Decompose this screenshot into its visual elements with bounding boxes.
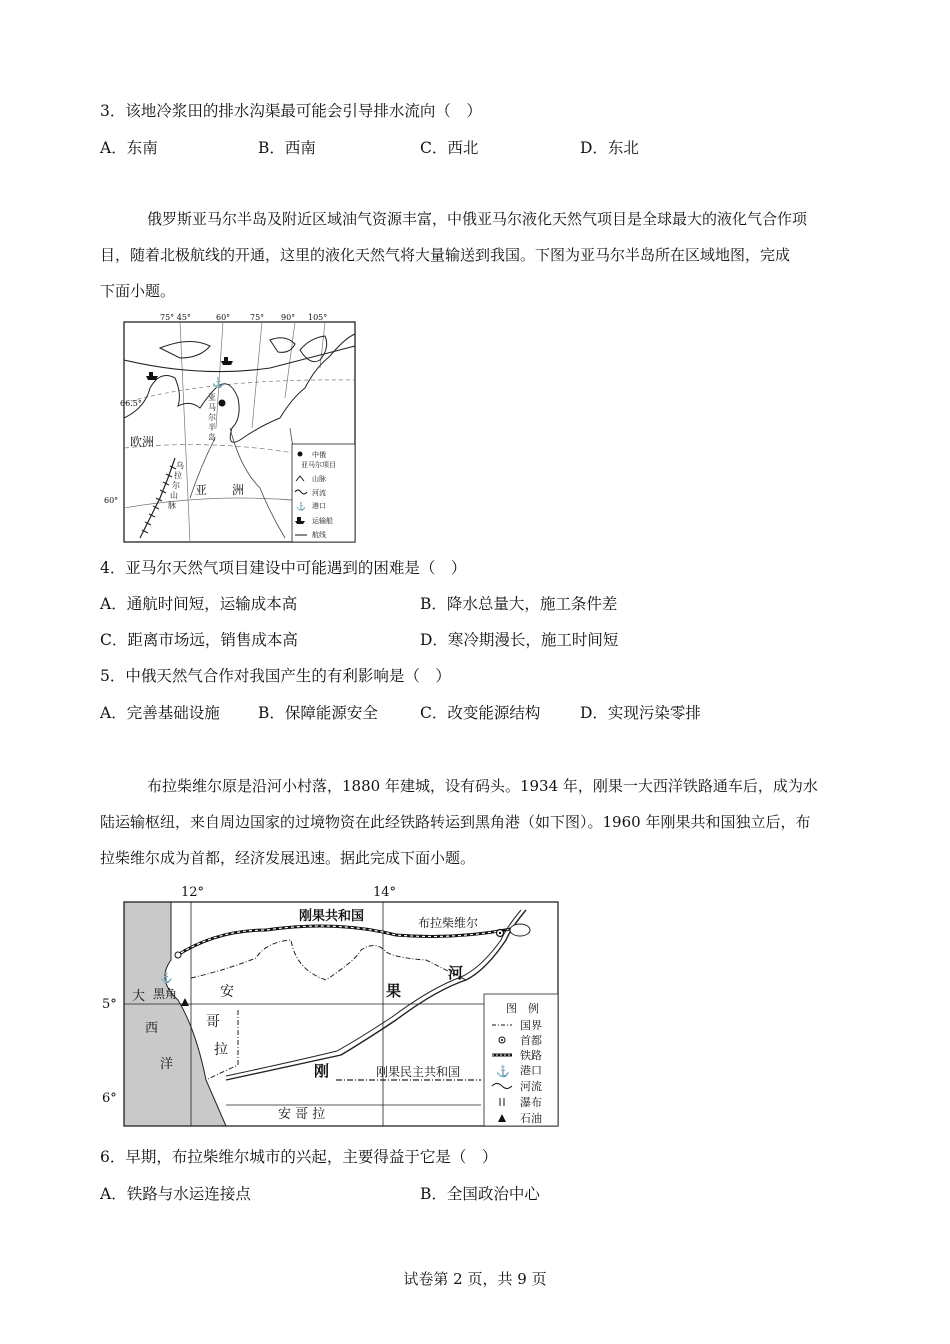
- map1-legend-item: 运输船: [312, 517, 333, 525]
- yamal-map-svg: [104, 308, 360, 546]
- map1-peninsula-char: 亚: [208, 393, 216, 402]
- map2-legend-item: 首都: [520, 1034, 542, 1047]
- map2-lon-label: 14°: [373, 885, 397, 900]
- q4-option-a[interactable]: A．通航时间短，运输成本高: [100, 595, 298, 613]
- congo-map-svg: [96, 880, 566, 1130]
- map1-region-asia-2: 洲: [232, 483, 245, 497]
- q4-option-d[interactable]: D．寒冷期漫长，施工时间短: [420, 631, 619, 649]
- map1-peninsula-char: 尔: [208, 413, 216, 422]
- map1-lon-label: 75°: [250, 313, 265, 322]
- map2-lat-label: 6°: [102, 1091, 117, 1106]
- map1-legend-item: 航线: [312, 531, 326, 539]
- map2-ocean-char: 洋: [160, 1057, 174, 1072]
- map1-mountain-char: 脉: [168, 501, 176, 510]
- map1-legend-item: 河流: [312, 489, 326, 497]
- question-5-stem: 5．中俄天然气合作对我国产生的有利影响是（ ）: [100, 667, 451, 685]
- map2-label-dr-congo: 刚果民主共和国: [376, 1065, 461, 1079]
- map1-peninsula-char: 岛: [208, 433, 216, 442]
- passage3-line2: 陆运输枢纽，来自周边国家的过境物资在此经铁路转运到黑角港（如下图）。1960 年刚果共和国独立后，布: [100, 813, 811, 831]
- map2-legend-item: 铁路: [520, 1049, 542, 1062]
- q5-option-d[interactable]: D．实现污染零排: [580, 704, 701, 722]
- svg-text:⚓: ⚓: [160, 973, 173, 984]
- map1-lon-label: 105°: [308, 313, 328, 322]
- map1-legend-item: 中俄: [312, 451, 326, 459]
- passage3-line1: 布拉柴维尔原是沿河小村落，1880 年建城，设有码头。1934 年，刚果一大西洋铁路通车后，成为水: [147, 777, 818, 795]
- map2-label-brazzaville: 布拉柴维尔: [418, 916, 479, 930]
- map2-label-angola-south: 安 哥 拉: [278, 1107, 326, 1122]
- map1-mountain-char: 山: [170, 491, 178, 500]
- map1-lat-label: 66.5°: [120, 399, 142, 408]
- q4-option-c[interactable]: C．距离市场远，销售成本高: [100, 631, 298, 649]
- q5-option-c[interactable]: C．改变能源结构: [420, 704, 541, 722]
- question-3-stem: 3．该地冷浆田的排水沟渠最可能会引导排水流向（ ）: [100, 102, 482, 120]
- q6-option-a[interactable]: A．铁路与水运连接点: [100, 1185, 251, 1203]
- q3-option-c[interactable]: C．西北: [420, 139, 479, 157]
- q5-option-a[interactable]: A．完善基础设施: [100, 704, 220, 722]
- map2-river-char: 果: [386, 982, 402, 1000]
- map2-lat-label: 5°: [102, 997, 117, 1012]
- map1-legend-item: 山脉: [312, 475, 326, 483]
- map1-mountain-char: 尔: [172, 481, 180, 490]
- passage2-line1: 俄罗斯亚马尔半岛及附近区域油气资源丰富，中俄亚马尔液化天然气项目是全球最大的液化气合作项: [147, 210, 808, 228]
- map2-label-rep-congo: 刚果共和国: [299, 909, 365, 924]
- passage2-line3: 下面小题。: [100, 282, 176, 300]
- map1-legend-item: 亚马尔项目: [301, 461, 336, 469]
- svg-text:⚓: ⚓: [296, 502, 306, 511]
- map2-river-char: 刚: [314, 1062, 330, 1080]
- congo-railway-map: [96, 880, 566, 1130]
- map1-lon-label: 75° 45°: [160, 313, 191, 322]
- q6-option-b[interactable]: B．全国政治中心: [420, 1185, 540, 1203]
- passage2-line2: 目，随着北极航线的开通，这里的液化天然气将大量输送到我国。下图为亚马尔半岛所在区域地图，完成: [100, 246, 791, 264]
- page-footer: 试卷第 2 页，共 9 页: [403, 1270, 547, 1288]
- map2-angola-char: 拉: [214, 1042, 228, 1058]
- map2-lon-label: 12°: [181, 885, 205, 900]
- map2-legend-item: 国界: [520, 1019, 542, 1032]
- map2-legend-item: 港口: [520, 1064, 542, 1077]
- q3-option-b[interactable]: B．西南: [258, 139, 316, 157]
- map1-lon-label: 60°: [216, 313, 231, 322]
- map1-peninsula-char: 半: [208, 423, 216, 432]
- map2-legend-item: 瀑布: [520, 1096, 542, 1109]
- map2-ocean-char: 西: [145, 1021, 159, 1036]
- q3-option-d[interactable]: D．东北: [580, 139, 639, 157]
- map1-lat-label: 60°: [104, 496, 119, 505]
- question-6-stem: 6．早期，布拉柴维尔城市的兴起，主要得益于它是（ ）: [100, 1148, 498, 1166]
- map1-region-asia-1: 亚: [195, 483, 208, 497]
- map1-peninsula-char: 马: [208, 403, 216, 412]
- map2-legend-item: 河流: [520, 1080, 542, 1093]
- map2-legend-item: 石油: [520, 1112, 542, 1125]
- map1-region-europe: 欧洲: [130, 435, 155, 449]
- map2-angola-char: 安: [220, 984, 234, 1000]
- q5-option-b[interactable]: B．保障能源安全: [258, 704, 378, 722]
- q4-option-b[interactable]: B．降水总量大，施工条件差: [420, 595, 618, 613]
- map1-lon-label: 90°: [281, 313, 296, 322]
- map1-mountain-char: 拉: [174, 471, 182, 480]
- map2-label-pointe-noire: 黑角: [153, 987, 178, 1001]
- map2-legend-title: 图 例: [506, 1002, 539, 1015]
- map2-ocean-char: 大: [132, 989, 146, 1004]
- passage3-line3: 拉柴维尔成为首都，经济发展迅速。据此完成下面小题。: [100, 849, 476, 867]
- question-4-stem: 4．亚马尔天然气项目建设中可能遇到的困难是（ ）: [100, 559, 467, 577]
- svg-text:⚓: ⚓: [212, 378, 225, 389]
- map2-river-char: 河: [448, 964, 464, 982]
- svg-text:⚓: ⚓: [496, 1065, 510, 1078]
- map1-legend-item: 港口: [312, 502, 326, 510]
- yamal-region-map: [104, 308, 360, 546]
- map1-mountain-char: 乌: [176, 461, 184, 470]
- map2-angola-char: 哥: [206, 1014, 220, 1030]
- q3-option-a[interactable]: A．东南: [100, 139, 158, 157]
